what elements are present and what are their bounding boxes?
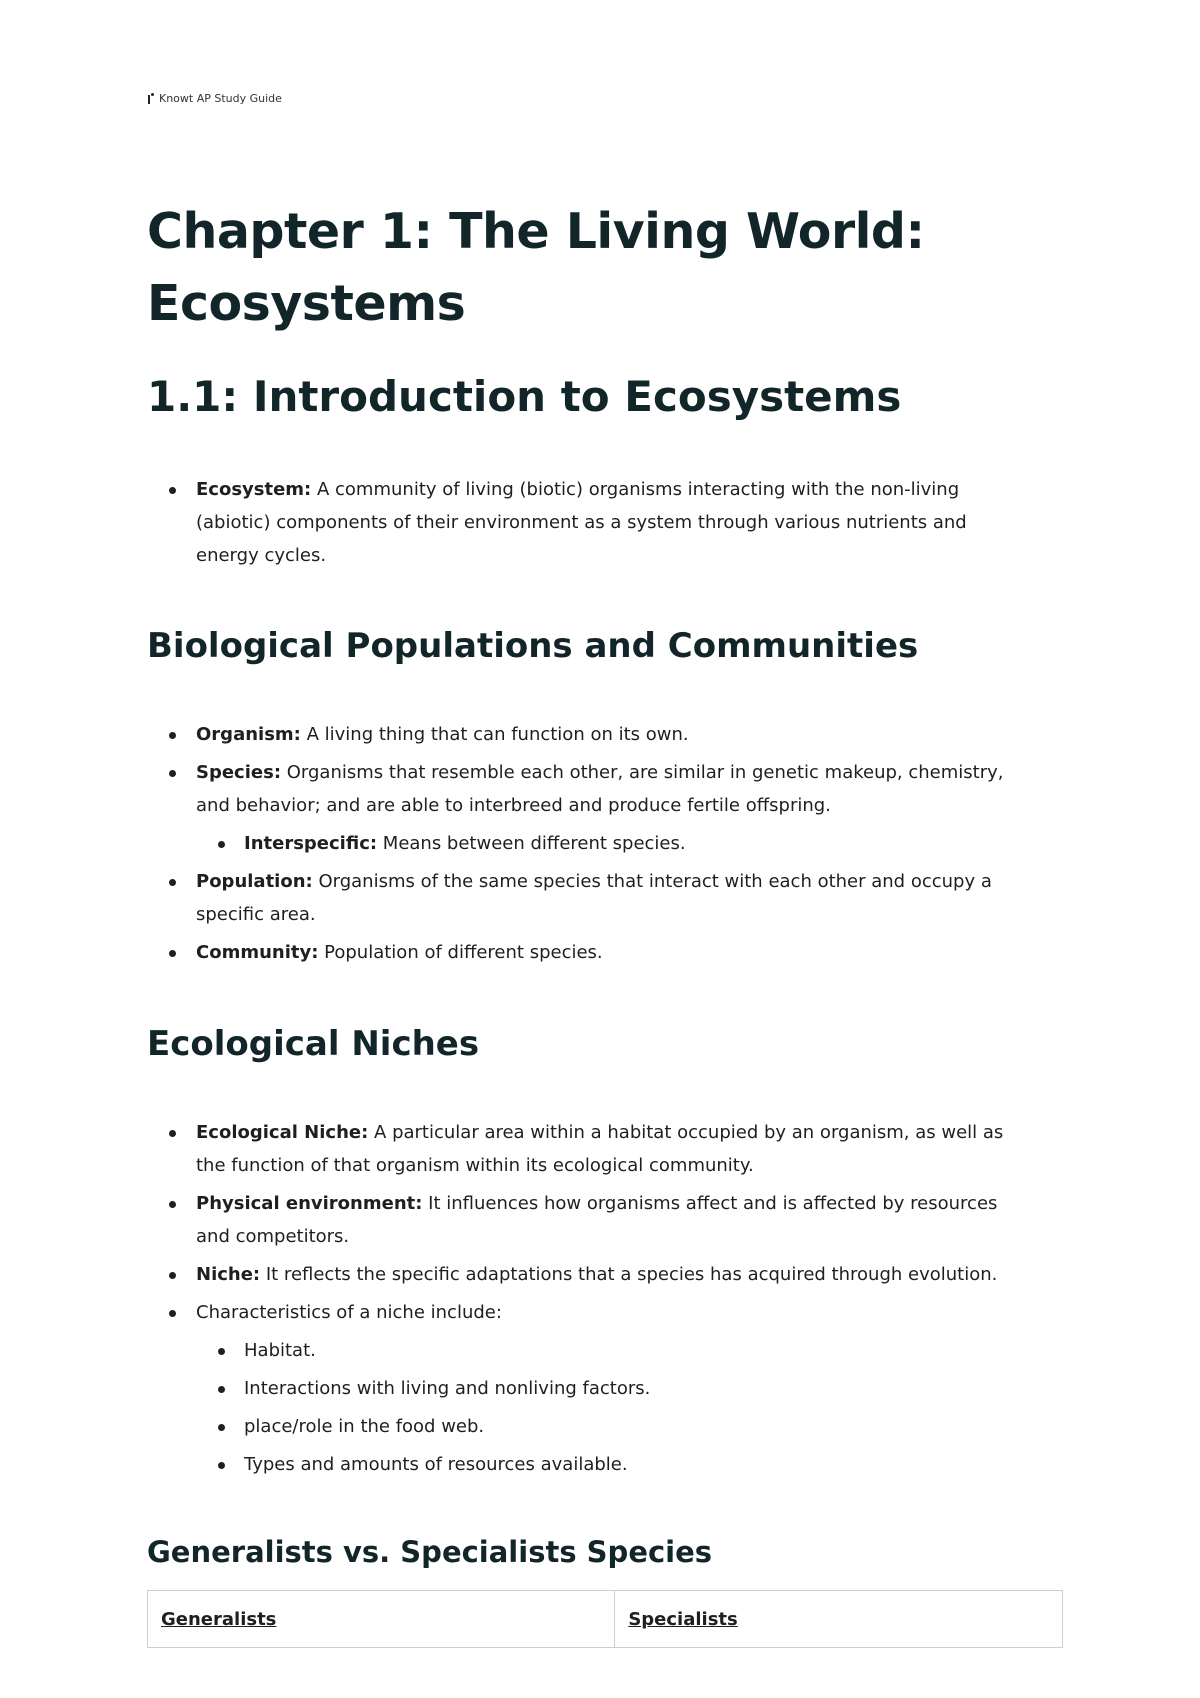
term: Population: bbox=[196, 871, 313, 892]
definition: Organisms of the same species that interact with each other and occupy a specific area. bbox=[196, 871, 992, 925]
list-text: Types and amounts of resources available. bbox=[244, 1454, 628, 1475]
column-header-generalists: Generalists bbox=[148, 1591, 615, 1648]
list-item bbox=[147, 473, 1027, 572]
list-item bbox=[147, 756, 1027, 822]
niches-list bbox=[147, 1116, 1027, 1481]
term: Interspecific: bbox=[244, 833, 378, 854]
list-item bbox=[147, 1258, 1027, 1291]
header-brand: Knowt AP Study Guide bbox=[159, 92, 282, 105]
page-header bbox=[147, 92, 282, 105]
list-item bbox=[147, 1296, 1027, 1329]
definition: Population of different species. bbox=[318, 942, 603, 963]
generalists-specialists-table bbox=[147, 1590, 1063, 1648]
definition: It reflects the specific adaptations that a species has acquired through evolution. bbox=[260, 1264, 998, 1285]
column-header-specialists: Specialists bbox=[615, 1591, 1063, 1648]
definition: A particular area within a habitat occupied by an organism, as well as the function of that organism within its ecological community. bbox=[196, 1122, 1004, 1176]
list-item bbox=[147, 1116, 1027, 1182]
list-item bbox=[147, 827, 1027, 860]
term: Physical environment: bbox=[196, 1193, 423, 1214]
definition: A community of living (biotic) organisms interacting with the non-living (abiotic) components of their environment as a system through various nutrients and energy cycles. bbox=[196, 479, 967, 566]
intro-list bbox=[147, 473, 1027, 572]
term: Species: bbox=[196, 762, 282, 783]
list-text: Interactions with living and nonliving factors. bbox=[244, 1378, 651, 1399]
definition: Means between different species. bbox=[377, 833, 686, 854]
term: Community: bbox=[196, 942, 319, 963]
list-item bbox=[147, 1187, 1027, 1253]
list-text: Characteristics of a niche include: bbox=[196, 1302, 502, 1323]
list-item bbox=[147, 718, 1027, 751]
knowt-logo-icon bbox=[147, 93, 155, 105]
section-heading-intro: 1.1: Introduction to Ecosystems bbox=[147, 372, 902, 421]
list-item bbox=[147, 1334, 1027, 1367]
list-text: Habitat. bbox=[244, 1340, 316, 1361]
list-item bbox=[147, 1372, 1027, 1405]
table-header-row bbox=[148, 1591, 1063, 1648]
list-item bbox=[147, 1410, 1027, 1443]
populations-list bbox=[147, 718, 1027, 969]
chapter-title: Chapter 1: The Living World: Ecosystems bbox=[147, 203, 925, 332]
list-item bbox=[147, 936, 1027, 969]
section-heading-generalists: Generalists vs. Specialists Species bbox=[147, 1535, 713, 1569]
term: Organism: bbox=[196, 724, 301, 745]
list-item bbox=[147, 1448, 1027, 1481]
definition: A living thing that can function on its own. bbox=[300, 724, 689, 745]
list-text: place/role in the food web. bbox=[244, 1416, 485, 1437]
section-heading-populations: Biological Populations and Communities bbox=[147, 626, 919, 666]
definition: Organisms that resemble each other, are similar in genetic makeup, chemistry, and behavior; and are able to interbreed and produce fertile offspring. bbox=[196, 762, 1004, 816]
section-heading-niches: Ecological Niches bbox=[147, 1024, 480, 1064]
term: Niche: bbox=[196, 1264, 261, 1285]
list-item bbox=[147, 865, 1027, 931]
term: Ecosystem: bbox=[196, 479, 312, 500]
term: Ecological Niche: bbox=[196, 1122, 369, 1143]
definition: It influences how organisms affect and is affected by resources and competitors. bbox=[196, 1193, 998, 1247]
